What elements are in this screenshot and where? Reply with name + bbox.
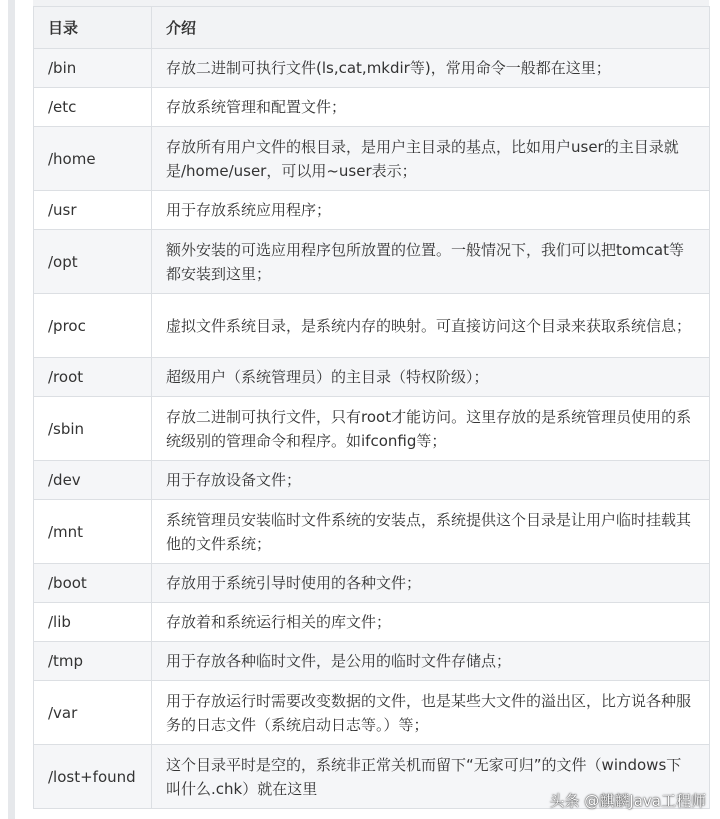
directory-path: /root [34,358,152,397]
directory-path: /lib [34,603,152,642]
table-row [34,358,710,397]
directory-table [33,6,710,809]
directory-path: /boot [34,564,152,603]
table-row [34,681,710,745]
left-scroll-gutter [8,0,15,819]
directory-path: /proc [34,294,152,358]
directory-path: /lost+found [34,745,152,809]
directory-path: /mnt [34,500,152,564]
table-row [34,603,710,642]
table-row [34,294,710,358]
table-row [34,642,710,681]
directory-description: 虚拟文件系统目录，是系统内存的映射。可直接访问这个目录来获取系统信息； [152,294,710,358]
table-body [34,49,710,809]
table-header-row [34,7,710,49]
directory-description: 用于存放各种临时文件，是公用的临时文件存储点； [152,642,710,681]
directory-description: 存放着和系统运行相关的库文件； [152,603,710,642]
directory-description: 用于存放系统应用程序； [152,191,710,230]
watermark: 头条 @麒麟Java工程师 [549,792,706,810]
directory-description: 这个目录平时是空的，系统非正常关机而留下“无家可归”的文件（windows下叫什么.chk）就在这里 [152,745,710,809]
directory-path: /var [34,681,152,745]
header-directory: 目录 [34,7,152,49]
table-row [34,461,710,500]
directory-description: 存放二进制可执行文件(ls,cat,mkdir等)，常用命令一般都在这里； [152,49,710,88]
directory-description: 存放用于系统引导时使用的各种文件； [152,564,710,603]
directory-path: /dev [34,461,152,500]
directory-description: 存放所有用户文件的根目录，是用户主目录的基点，比如用户user的主目录就是/home/user，可以用~user表示； [152,127,710,191]
directory-description: 存放系统管理和配置文件； [152,88,710,127]
table-row [34,230,710,294]
table-row [34,127,710,191]
directory-path: /opt [34,230,152,294]
directory-description: 用于存放设备文件； [152,461,710,500]
table-row [34,397,710,461]
table-row [34,500,710,564]
table-row [34,191,710,230]
directory-path: /usr [34,191,152,230]
directory-path: /etc [34,88,152,127]
table-row [34,49,710,88]
directory-path: /home [34,127,152,191]
directory-path: /sbin [34,397,152,461]
directory-path: /bin [34,49,152,88]
directory-description: 超级用户（系统管理员）的主目录（特权阶级）； [152,358,710,397]
directory-path: /tmp [34,642,152,681]
directory-description: 系统管理员安装临时文件系统的安装点，系统提供这个目录是让用户临时挂载其他的文件系统； [152,500,710,564]
header-description: 介绍 [152,7,710,49]
table-row [34,88,710,127]
directory-description: 额外安装的可选应用程序包所放置的位置。一般情况下，我们可以把tomcat等都安装到这里； [152,230,710,294]
directory-description: 用于存放运行时需要改变数据的文件，也是某些大文件的溢出区，比方说各种服务的日志文件（系统启动日志等。）等； [152,681,710,745]
table-row [34,564,710,603]
directory-description: 存放二进制可执行文件，只有root才能访问。这里存放的是系统管理员使用的系统级别的管理命令和程序。如ifconfig等； [152,397,710,461]
